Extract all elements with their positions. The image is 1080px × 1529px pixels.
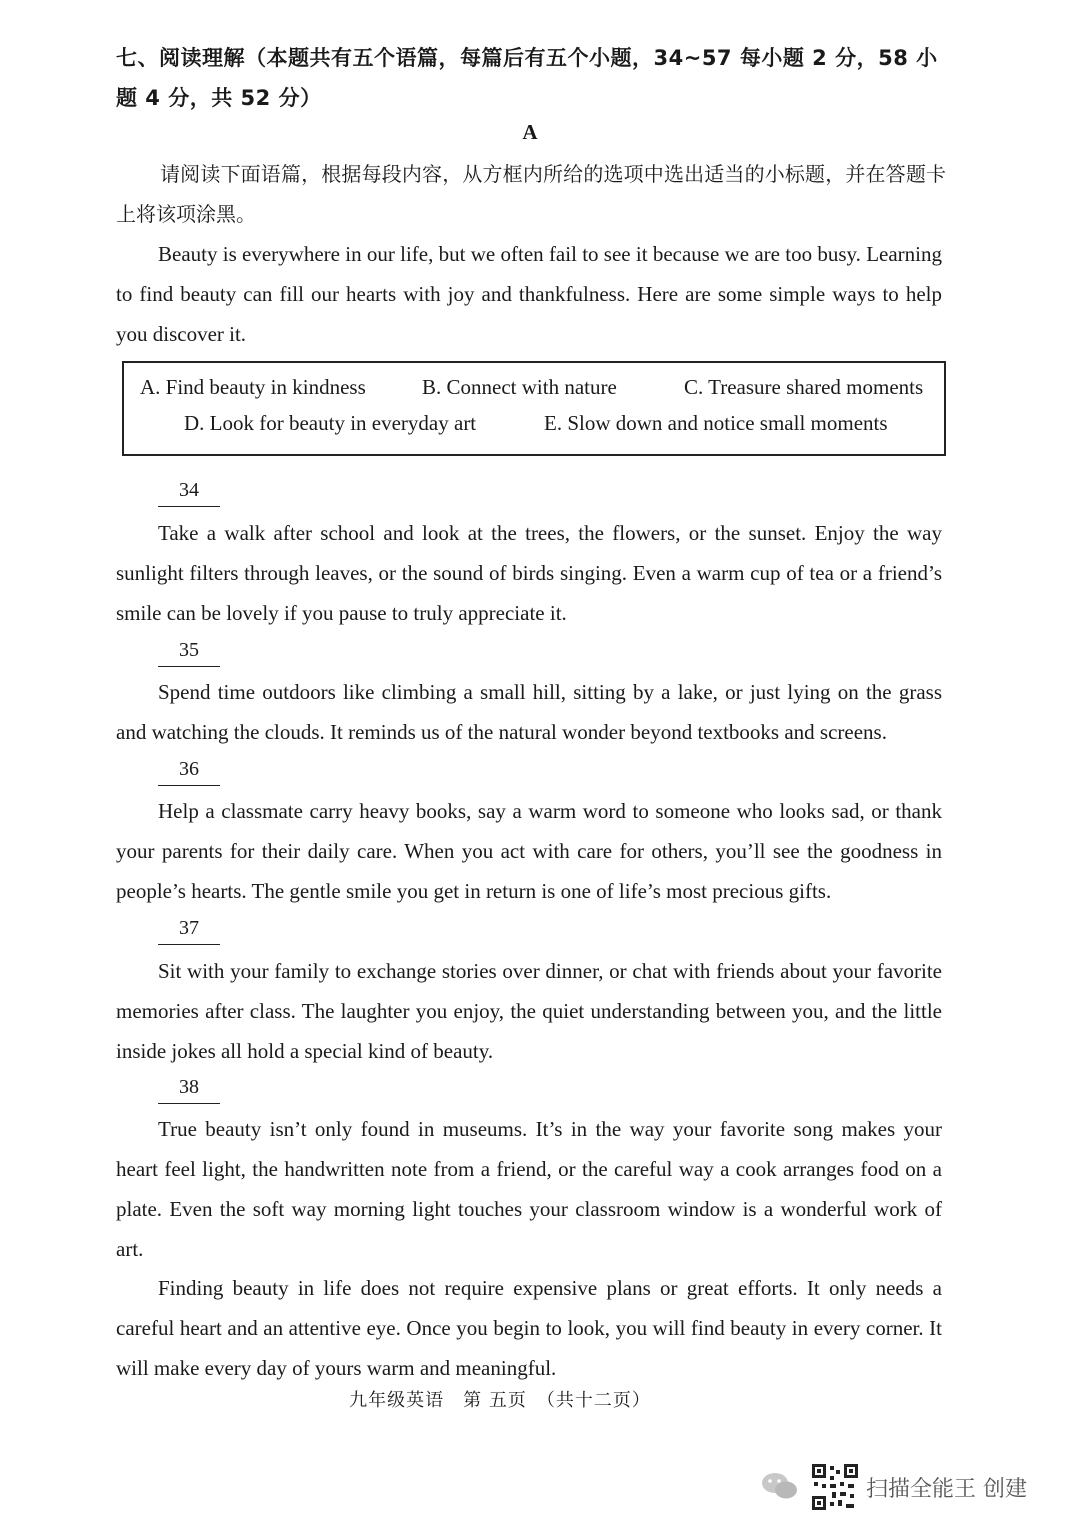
qr-code-icon xyxy=(810,1462,860,1512)
page-footer: 九年级英语 第 五页 （共十二页） xyxy=(349,1390,651,1411)
wechat-icon xyxy=(760,1470,800,1502)
passage-letter: A xyxy=(522,120,538,144)
answer-blank-34: 34 xyxy=(158,476,220,507)
answer-blank-37: 37 xyxy=(158,914,220,945)
intro-paragraph: Beauty is everywhere in our life, but we often fail to see it because we are too busy. Learning to find beauty can fill our hearts with joy and thankfulness. Here are some simple ways to help you discover it. xyxy=(116,242,942,346)
answer-blank-35: 35 xyxy=(158,636,220,667)
watermark-text: 扫描全能王 创建 xyxy=(866,1477,1027,1502)
option-e: E. Slow down and notice small moments xyxy=(544,411,888,435)
paragraph-38: True beauty isn’t only found in museums. It’s in the way your favorite song makes your heart feel light, the handwritten note from a friend, or the careful way a cook arranges food on a plate. Even the soft way morning light touches your classroom window is a wonderful work of art. xyxy=(116,1117,942,1261)
conclusion-paragraph: Finding beauty in life does not require expensive plans or great efforts. It only needs a careful heart and an attentive eye. Once you begin to look, you will find beauty in every corner. It will make every day of yours warm and meaningful. xyxy=(116,1276,942,1380)
answer-blank-38: 38 xyxy=(158,1073,220,1104)
paragraph-36: Help a classmate carry heavy books, say a warm word to someone who looks sad, or thank your parents for their daily care. When you act with care for others, you’ll see the goodness in people’s hearts. The gentle smile you get in return is one of life’s most precious gifts. xyxy=(116,799,942,903)
scanner-watermark xyxy=(760,1462,1060,1512)
options-box xyxy=(122,361,946,456)
answer-blank-36: 36 xyxy=(158,755,220,786)
section-heading: 七、阅读理解（本题共有五个语篇，每篇后有五个小题，34~57 每小题 2 分，58 小题 4 分，共 52 分） xyxy=(116,46,938,110)
paragraph-35: Spend time outdoors like climbing a small hill, sitting by a lake, or just lying on the grass and watching the clouds. It reminds us of the natural wonder beyond textbooks and screens. xyxy=(116,680,942,744)
paragraph-37: Sit with your family to exchange stories over dinner, or chat with friends about your favorite memories after class. The laughter you enjoy, the quiet understanding between you, and the little inside jokes all hold a special kind of beauty. xyxy=(116,959,942,1063)
option-a: A. Find beauty in kindness xyxy=(140,375,366,399)
option-d: D. Look for beauty in everyday art xyxy=(184,411,477,435)
option-c: C. Treasure shared moments xyxy=(684,375,924,399)
passage-instruction: 请阅读下面语篇，根据每段内容，从方框内所给的选项中选出适当的小标题，并在答题卡上将该项涂黑。 xyxy=(116,162,946,226)
paragraph-34: Take a walk after school and look at the trees, the flowers, or the sunset. Enjoy the way sunlight filters through leaves, or the sound of birds singing. Even a warm cup of tea or a friend’s smile can be lovely if you pause to truly appreciate it. xyxy=(116,521,942,625)
option-b: B. Connect with nature xyxy=(422,375,617,399)
